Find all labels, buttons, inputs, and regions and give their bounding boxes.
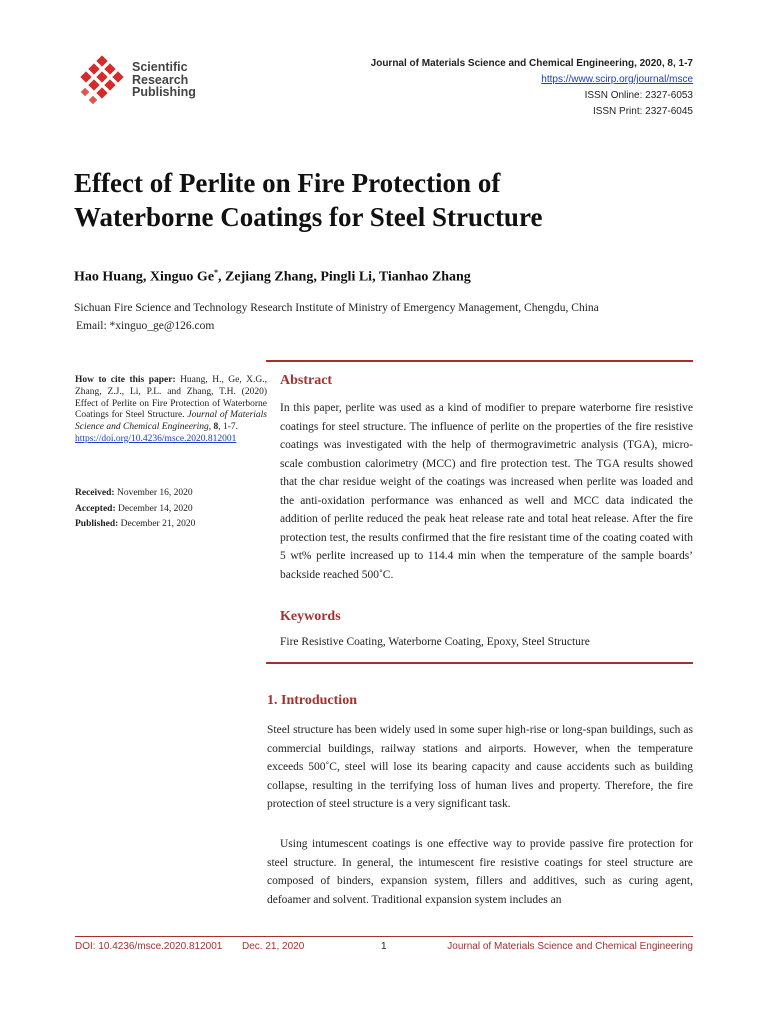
title-line-1: Effect of Perlite on Fire Protection of (74, 168, 501, 198)
cite-pages: , 1-7. (218, 422, 239, 433)
intro-heading: 1. Introduction (267, 693, 357, 708)
footer-doi: DOI: 10.4236/msce.2020.812001 (75, 941, 223, 952)
intro-paragraph-1: Steel structure has been widely used in some super high-rise or long-span buildings, such as commercial buildings, railway stations and airports. However, when the temperature exceeds 500˚C, steel will lose its bearing capacity and cause accidents such as building collapse, resulting in the terrifying loss of human lives and property. Therefore, the fire protection of steel structure is a very significant task. (267, 724, 693, 810)
keywords-text: Fire Resistive Coating, Waterborne Coating, Epoxy, Steel Structure (280, 636, 590, 648)
publisher-logo (76, 55, 206, 110)
published-date (75, 517, 267, 533)
title-line-2: Waterborne Coatings for Steel Structure (74, 202, 543, 232)
cite-label: How to cite this paper: (75, 375, 176, 385)
received-label: Received: (75, 488, 115, 498)
keywords-heading: Keywords (280, 609, 341, 624)
page-number: 1 (381, 941, 387, 952)
author-list (74, 268, 471, 286)
authors-first: Hao Huang, Xinguo Ge (74, 269, 215, 285)
cite-doi-link[interactable]: https://doi.org/10.4236/msce.2020.812001 (75, 433, 237, 444)
logo-line-2: Research (132, 72, 189, 87)
dates-box (75, 486, 267, 533)
published-label: Published: (75, 519, 119, 529)
abstract-heading: Abstract (280, 373, 333, 388)
issn-online: ISSN Online: 2327-6053 (584, 90, 693, 101)
journal-citation: Journal of Materials Science and Chemical Engineering, 2020, 8, 1-7 (370, 58, 693, 69)
received-date (75, 486, 267, 502)
published-value: December 21, 2020 (120, 519, 196, 529)
cite-journal: Journal of Materials Science and Chemical Engineering (75, 410, 267, 433)
accepted-label: Accepted: (75, 503, 116, 514)
email: Email: *xinguo_ge@126.com (76, 320, 215, 332)
logo-line-3: Publishing (132, 85, 196, 99)
corresponding-mark: * (214, 268, 219, 277)
abstract-text: In this paper, perlite was used as a kind of modifier to prepare waterborne fire resistive coatings for steel structure. The influence of perlite on the properties of the fire resistive coatings was investigated with the help of thermogravimetric analysis (TGA), micro-scale combustion calorimetry (MCC) and fire protection test. The TGA results showed that the char residue weight of the coatings was increased when perlite was loaded and the anti-oxidation performance was enhanced as well and MCC data indicated the addition of perlite reduced the peak heat release rate and total heat release. After the fire protection test, the results confirmed that the fire resistant time of the coating coated with 5 wt% perlite increased up to 114.4 min when the temperature of the sample boards’ backside reached 500˚C. (280, 402, 693, 581)
abstract-top-rule (266, 360, 693, 362)
cite-volume: 8 (213, 422, 219, 433)
abstract-bottom-rule (266, 662, 693, 664)
intro-paragraph-2: Using intumescent coatings is one effective way to provide passive fire protection for steel structure. In general, the intumescent fire resistive coatings for steel structure are composed of binders, expansion system, fillers and additives, such as curing agent, defoamer and solvent. Traditional expansion system includes an (267, 838, 693, 906)
affiliation: Sichuan Fire Science and Technology Research Institute of Ministry of Emergency Management, Chengdu, China (74, 302, 599, 314)
accepted-value: December 14, 2020 (118, 503, 193, 514)
received-value: November 16, 2020 (116, 488, 193, 498)
paper-title (74, 166, 634, 234)
footer-rule (75, 936, 693, 937)
footer-journal: Journal of Materials Science and Chemical Engineering (447, 941, 693, 952)
journal-header (371, 56, 693, 120)
journal-url-link[interactable]: https://www.scirp.org/journal/msce (541, 74, 693, 85)
logo-text (132, 61, 196, 99)
authors-rest: , Zejiang Zhang, Pingli Li, Tianhao Zhang (218, 269, 471, 285)
citation-box: How to cite this paper: Huang, H., Ge, X.G., Zhang, Z.J., Li, P.L. and Zhang, T.H. (2020) Effect of Perlite on Fire Protection of Waterborne Coatings for Steel Structure. Journal of Materials Science and Chemical Engineering, 8, 1-7. https://doi.org/10.4236/msce.2020.812001 (75, 375, 267, 444)
cite-text: Huang, H., Ge, X.G., Zhang, Z.J., Li, P.L. and Zhang, T.H. (2020) Effect of Perlite on Fire Protection of Waterborne Coatings for Steel Structure. (75, 375, 267, 421)
logo-line-1: Scientific (132, 60, 188, 74)
logo-diamond-icon (76, 55, 130, 109)
accepted-date (75, 502, 267, 518)
issn-print: ISSN Print: 2327-6045 (592, 106, 693, 117)
footer-date: Dec. 21, 2020 (242, 941, 305, 952)
